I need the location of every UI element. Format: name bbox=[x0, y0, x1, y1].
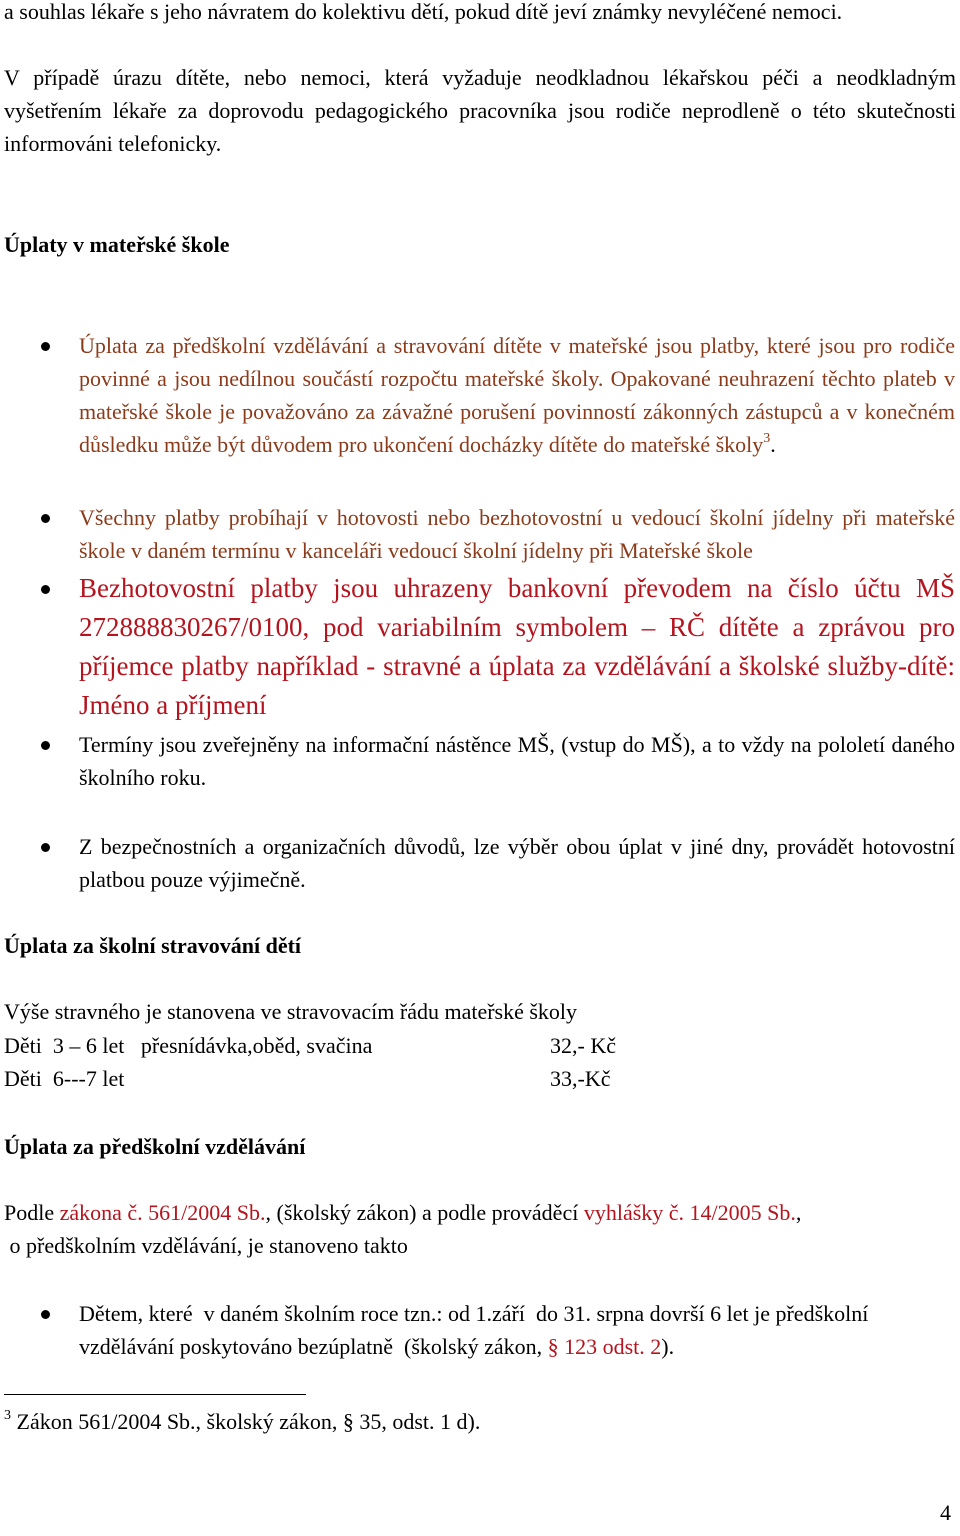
intro-paragraph-1: a souhlas lékaře s jeho návratem do kolektivu dětí, pokud dítě jeví známky nevyléčené nemoci. bbox=[4, 0, 843, 24]
bullet-icon bbox=[41, 585, 50, 594]
section-heading-meals: Úplata za školní stravování dětí bbox=[4, 933, 302, 958]
fees-item-1-text: Úplata za předškolní vzdělávání a stravování dítěte v mateřské jsou platby, které jsou pro rodiče povinné a jsou nedílnou součástí rozpočtu mateřské školy. bbox=[79, 333, 955, 391]
footnote-mark: 3 bbox=[4, 1408, 11, 1423]
preschool-law-text: Podle bbox=[4, 1200, 60, 1225]
fees-item-1 bbox=[79, 329, 955, 461]
bullet-icon bbox=[41, 342, 50, 351]
footnote-separator bbox=[4, 1394, 306, 1395]
preschool-item-1-end: ). bbox=[661, 1334, 675, 1359]
preschool-law-line-2: o předškolním vzdělávání, je stanoveno takto bbox=[4, 1233, 408, 1258]
fees-item-5: Z bezpečnostních a organizačních důvodů, lze výběr obou úplat v jiné dny, provádět hotovostní platbou pouze výjimečně. bbox=[79, 834, 955, 892]
law-link[interactable]: zákona č. 561/2004 Sb. bbox=[59, 1200, 266, 1225]
intro-paragraph-2: V případě úrazu dítěte, nebo nemoci, která vyžaduje neodkladnou lékařskou péči a neodkladným vyšetřením lékaře za doprovodu pedagogického pracovníka jsou rodiče neprodleně o této skutečnosti informováni telefonicky. bbox=[4, 65, 956, 156]
decree-link[interactable]: vyhlášky č. 14/2005 Sb. bbox=[583, 1200, 796, 1225]
meals-row-2-label: Děti 6---7 let bbox=[4, 1066, 125, 1091]
meals-row-1-label: Děti 3 – 6 let přesnídávka,oběd, svačina bbox=[4, 1033, 373, 1058]
meals-row-2-value: 33,-Kč bbox=[550, 1066, 611, 1091]
preschool-law-line-1 bbox=[4, 1196, 801, 1229]
law-section-link[interactable]: § 123 odst. 2 bbox=[547, 1334, 662, 1359]
bullet-icon bbox=[41, 1310, 50, 1319]
meals-row-1-value: 32,- Kč bbox=[550, 1033, 616, 1058]
footnote-text: Zákon 561/2004 Sb., školský zákon, § 35, odst. 1 d). bbox=[11, 1409, 481, 1434]
bullet-icon bbox=[41, 843, 50, 852]
fees-item-2: Všechny platby probíhají v hotovosti nebo bezhotovostní u vedoucí školní jídelny při mateřské škole v daném termínu v kanceláři vedoucí školní jídelny při Mateřské škole bbox=[79, 505, 955, 563]
section-heading-preschool: Úplata za předškolní vzdělávání bbox=[4, 1134, 306, 1159]
fees-item-3: Bezhotovostní platby jsou uhrazeny bankovní převodem na číslo účtu MŠ 272888830267/0100, pod variabilním symbolem – RČ dítěte a zprávou pro příjemce platby například - stravné a úplata za vzdělávání a školské služby-dítě: Jméno a příjmení bbox=[79, 573, 955, 720]
bullet-icon bbox=[41, 741, 50, 750]
bullet-icon bbox=[41, 514, 50, 523]
preschool-law-text: , bbox=[795, 1200, 802, 1225]
preschool-item-1-text: Dětem, které v daném školním roce tzn.: od 1.září do 31. srpna dovrší 6 let je předškolní vzdělávání poskytováno bezúplatně (školský zákon, bbox=[79, 1301, 874, 1359]
fees-item-4: Termíny jsou zveřejněny na informační nástěnce MŠ, (vstup do MŠ), a to vždy na pololetí daného školního roku. bbox=[79, 732, 955, 790]
footnote-ref: 3 bbox=[763, 431, 771, 446]
footnote bbox=[4, 1405, 480, 1438]
page-number: 4 bbox=[940, 1500, 951, 1525]
preschool-item-1 bbox=[79, 1297, 879, 1363]
section-heading-fees: Úplaty v mateřské škole bbox=[4, 232, 230, 257]
meals-intro: Výše stravného je stanovena ve stravovacím řádu mateřské školy bbox=[4, 999, 578, 1024]
preschool-law-text: , (školský zákon) a podle prováděcí bbox=[265, 1200, 584, 1225]
fees-item-1-text-cont: Opakované neuhrazení těchto plateb v mateřské škole je považováno za závažné porušení povinností zákonných zástupců a v konečném důsledku může být důvodem pro ukončení docházky dítěte do mateřské školy bbox=[79, 366, 955, 457]
fees-item-1-end: . bbox=[770, 432, 776, 457]
